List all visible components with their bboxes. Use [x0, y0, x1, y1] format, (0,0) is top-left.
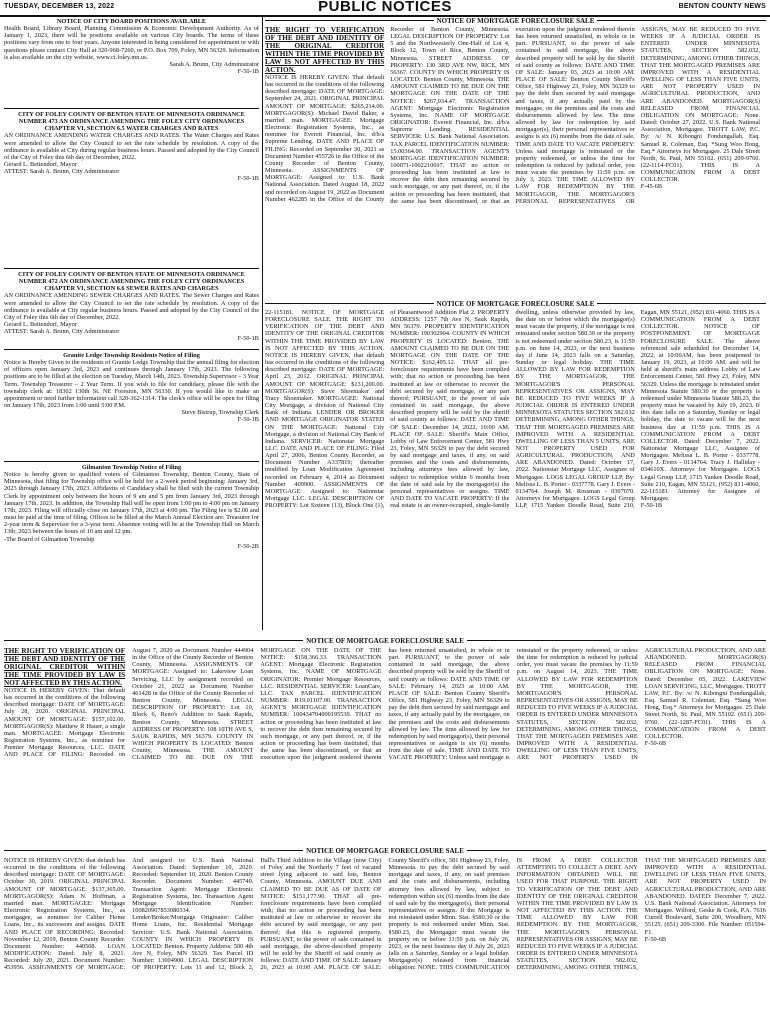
- section-title: NOTICE OF MORTGAGE FORECLOSURE SALE: [303, 847, 467, 855]
- masthead: [0, 0, 770, 17]
- notice-ordinance-472: [4, 271, 259, 347]
- notice-lead: THE RIGHT TO VERIFICATION OF THE DEBT AND IDENTITY OF THE ORIGINAL CREDITOR WITHIN THE TIME PROVIDED BY LAW IS NOT AFFECTED BY THIS ACTION.: [4, 647, 126, 687]
- issue-date: TUESDAY, DECEMBER 13, 2022: [4, 3, 115, 10]
- foreclosure-notice-3: [4, 637, 766, 841]
- section-title: NOTICE OF MORTGAGE FORECLOSURE SALE: [434, 17, 598, 25]
- notice-attest: ATTEST: Sarah A. Brunn, City Administrator: [4, 168, 120, 176]
- notice-code: F-50-1B: [237, 335, 259, 343]
- section-title: NOTICE OF MORTGAGE FORECLOSURE SALE: [434, 300, 598, 308]
- notice-title: NOTICE OF CITY BOARD POSITIONS AVAILABLE: [56, 18, 207, 25]
- notice-body: AN ORDINANCE AMENDING SEWER CHARGES AND RATES. The Sewer Charges and Rates were amended to allow the City Council to set the rate schedule by resolution. A copy of the ordinance is available at City regular business hours. Passed and adopted by the City Council of the City of Foley this 6th day of December, 2022.: [4, 292, 259, 321]
- notice-ordinance-473: [4, 111, 259, 266]
- page-title: PUBLIC NOTICES: [318, 0, 452, 15]
- notice-attest: ATTEST: Sarah A. Brunn, City Administrator: [4, 328, 120, 336]
- notice-columns: [4, 857, 766, 1024]
- notice-code: F-50-1B: [237, 175, 259, 183]
- divider: [4, 349, 259, 350]
- notice-title: Gilmanton Township Notice of Filing: [81, 464, 182, 471]
- notice-signature: Steve Bistrup, Township Clerk: [181, 409, 259, 417]
- divider: [4, 268, 259, 269]
- notice-mayor: Gerard L. Bettendorf, Mayor: [4, 161, 77, 169]
- notice-body: Notice is Hereby Given to the residents of Granite Ledge Township that the annual filing for election of officers open January 3rd, 2023 and continues through January 17th, 2023. The following positions are to be filled at the election on Tuesday, March 14th, 2023. Township Supervisor – 3 Year Term. Township Treasurer – 2 Year Term. If you wish to file for candidacy, please file with the township clerk at: 18302 130th St. NE Foreston, MN 56330. If you would like to make an appointment or need further information call 320-362-1314. The clerk's office will be open for filing on January 17th, 2023 from 1:00 until 5:00 P.M.: [4, 359, 259, 410]
- notice-lead: THE RIGHT TO VERIFICATION OF THE DEBT AND IDENTITY OF THE ORIGINAL CREDITOR WITHIN THE TIME PROVIDED BY LAW IS NOT AFFECTED BY THIS ACTION.: [265, 26, 385, 74]
- foreclosure-notice-4: [4, 847, 766, 1024]
- notice-city-board-positions: [4, 18, 259, 106]
- notice-code: F-50-2B: [237, 542, 259, 550]
- foreclosure-notice-2: [265, 300, 766, 630]
- notice-body: NOTICE IS HEREBY GIVEN: that default has occurred in the conditions of the following described mortgage: DATE OF MORTGAGE: October 30, 2019. ORIGINAL PRINCIPAL AMOUNT OF MORTGAGE: $137,365.00. MORTGAGOR(S): Adam N. Hoffman, a married man. MORTGAGEE: Mortgage Electronic Registration Systems, Inc., as mortgagee, as nominee for Caliber Home Loans, Inc., its successors and assigns. DATE AND PLACE OF RECORDING: Recorded: November 12, 2019, Benton County Recorder. Document Number: 440508. LOAN MODIFICATION: Dated: July 8, 2021. Recorded: July 20, 2021. Document Number: 453956. ASSIGNMENTS OF MORTGAGE: And assigned to: U.S. Bank National Association. Dated: September 10, 2020. Recorded: September 10, 2020. Benton County Recorder. Document Number: 445740. Transaction Agent: Mortgage Electronic Registration Systems, Inc. Transaction Agent Mortgage Identification Number: 100820907853080334. Lender/Broker/Mortgage Originator: Caliber Home Loans, Inc. Residential Mortgage Servicer: U.S. Bank National Association. COUNTY IN WHICH PROPERTY IS LOCATED: Benton. Property Address: 500 4th Ave N, Foley, MN 56329. Tax Parcel ID Number: 13004900. LEGAL DESCRIPTION OF PROPERTY: Lots 11 and 12, Block 2, Hall's Third Addition to the Village (now City) of Foley and the Northerly 7 feet of vacated street lying adjacent to said lots, Benton County, Minnesota. AMOUNT DUE AND CLAIMED TO BE DUE AS OF DATE OF NOTICE: $151,177.90. THAT all pre-foreclosure requirements have been complied with; that no action or proceeding has been instituted at law or otherwise to recover the debt secured by said mortgage, or any part thereof; that this is registered property. PURSUANT, to the power of sale contained in said mortgage, the above-described property will be sold by the Sheriff of said county as follows: DATE AND TIME OF SALE: January 26, 2023 at 10:00 AM. PLACE OF SALE: County Sheriff's office, 581 Highway 23, Foley, Minnesota. to pay the debt secured by said mortgage and taxes, if any, on said premises and the costs and disbursements, including attorney fees allowed by law, subject to redemption within six (6) months from the date of said sale by the mortgagor(s), their personal representatives or assigns. If the Mortgage is not reinstated under Minn. Stat. §580.30 or the property is not redeemed under Minn. Stat. §580.23, the Mortgagor must vacate the property on or before 11:59 p.m. on July 26, 2023, or the next business day if July 26, 2023 falls on a Saturday, Sunday or a legal holiday. Mortgagor(s) released from financial obligation: NONE. THIS COMMUNICATION IS FROM A DEBT COLLECTOR ATTEMPTING TO COLLECT A DEBT. ANY INFORMATION OBTAINED WILL BE USED FOR THAT PURPOSE. THE RIGHT TO VERIFICATION OF THE DEBT AND IDENTITY OF THE ORIGINAL CREDITOR WITHIN THE TIME PROVIDED BY LAW IS NOT AFFECTED BY THIS ACTION. THE TIME ALLOWED BY LAW FOR REDEMPTION BY THE MORTGAGOR, THE MORTGAGOR'S PERSONAL REPRESENTATIVES OR ASSIGNS, MAY BE REDUCED TO FIVE WEEKS IF A JUDICIAL ORDER IS ENTERED UNDER MINNESOTA STATUTES, SECTION 582.032, DETERMINING, AMONG OTHER THINGS, THAT THE MORTGAGED PREMISES ARE IMPROVED WITH A RESIDENTIAL DWELLING OF LESS THAN FIVE UNITS, ARE NOT PROPERTY USED IN AGRICULTURAL PRODUCTION, AND ARE ABANDONED. DATED: December 7, 2022. U.S. Bank National Association. Attorneys for Mortgagee. Wilford, Geske & Cook, P.A. 7616 Currell Boulevard, Suite 200, Woodbury, MN 55125, (651) 209-3300. File Number: 051594-F1.: [4, 857, 766, 972]
- notice-title: CITY OF FOLEY COUNTY OF BENTON STATE OF MINNESOTA ORDINANCE NUMBER 473 AN ORDINANCE AMENDING THE FOLEY CITY ORDINANCES CHAPTER VI, SECTION 6.5 WATER CHARGES AND RATES: [18, 111, 245, 133]
- notice-code: F-50-1B: [237, 68, 259, 76]
- notice-gilmanton: [4, 464, 259, 630]
- notice-body: Health Board, Library Board, Planning Commission & Economic Development Authority. As of January 1, 2023, there will be positions available on various City boards. The terms of these positions vary from one to four years. Anyone interested in being considered for appointment or with questions please contact City Hall at 320-968-7260, or P.O. Box 709, Foley, MN 56329. Information is also available on the city website, www.ci.foley.mn.us.: [4, 25, 259, 61]
- notice-title: CITY OF FOLEY COUNTY OF BENTON STATE OF MINNESOTA ORDINANCE NUMBER 472 AN ORDINANCE AMENDING THE FOLEY CITY ORDINANCES CHAPTER VI, SECTION 6.6 SEWER RATES AND CHARGES: [18, 271, 245, 293]
- foreclosure-notice-1: [265, 17, 766, 283]
- column-divider: [262, 16, 263, 630]
- section-title: NOTICE OF MORTGAGE FORECLOSURE SALE: [303, 637, 467, 645]
- divider: [4, 461, 259, 462]
- notice-columns: [265, 309, 760, 629]
- notice-code: F-50-6B: [644, 935, 667, 943]
- notice-body: NOTICE IS HEREBY GIVEN: That default has occurred in the conditions of the following described mortgage: DATE OF MORTGAGE: September 24, 2021. ORIGINAL PRINCIPAL AMOUNT OF MORTGAGE: $265,214.00. MORTGAGOR(S): Michael David Baker, a married man. MORTGAGEE: Mortgage Electronic Registration Systems, Inc., as nominee for Everett Financial, Inc. d/b/a Supreme Lending. DATE AND PLACE OF FILING: Recorded on September 30, 2021 as Document Number 455726 in the Office of the County Recorder of Benton County, Minnesota. ASSIGNMENTS OF MORTGAGE: Assigned to: U.S. Bank National Association. Dated August 18, 2022 and recorded on August 19, 2022 as Document Number 462285 in the Office of the County Recorder of Benton County, Minnesota. LEGAL DESCRIPTION OF PROPERTY: Lot 5 and the Northwesterly One-Half of Lot 4, Block 12, Town of Rice, Benton County, Minnesota. STREET ADDRESS OF PROPERTY: 130 3RD AVE NW, RICE, MN 56367. COUNTY IN WHICH PROPERTY IS LOCATED: Benton County, Minnesota. THE AMOUNT CLAIMED TO BE DUE ON THE MORTGAGE ON THE DATE OF THE NOTICE: $267,934.47. TRANSACTION AGENT: Mortgage Electronic Registration Systems, Inc. NAME OF MORTGAGE ORIGINATOR: Everett Financial, Inc. d/b/a Supreme Lending. RESIDENTIAL SERVICER: U.S. Bank National Association. TAX PARCEL IDENTIFICATION NUMBER: 15.00364.00. TRANSACTION AGENT'S MORTGAGE IDENTIFICATION NUMBER: 100071-1002210697. THAT no action or proceeding has been instituted at law to recover the debt then remaining secured by such mortgage, or any part thereof, or, if the action or proceeding has been instituted, that the same has been discontinued, or that an execution upon the judgment rendered therein has been returned unsatisfied, in whole or in part. PURSUANT, to the power of sale contained in said mortgage, the above described property will be sold by the Sheriff of said county as follows: DATE AND TIME OF SALE: January 03, 2023 at 10:00 AM. PLACE OF SALE: Benton County Sheriff's Office, 581 Highway 23, Foley, MN 56329 to pay the debt then secured by said mortgage and taxes, if any actually paid by the mortgagee, on the premises and the costs and disbursements allowed by law. The time allowed by law for redemption by said mortgagor(s), their personal representatives or assigns is six (6) months from the date of sale. TIME AND DATE TO VACATE PROPERTY: Unless said mortgage is reinstated or the property redeemed, or unless the time for redemption is reduced by judicial order, you must vacate the premises by 11:59 p.m. on July 3, 2023. THE TIME ALLOWED BY LAW FOR REDEMPTION BY THE MORTGAGOR, THE MORTGAGOR'S PERSONAL REPRESENTATIVES OR ASSIGNS, MAY BE REDUCED TO FIVE WEEKS IF A JUDICIAL ORDER IS ENTERED UNDER MINNESOTA STATUTES, SECTION 582.032, DETERMINING, AMONG OTHER THINGS, THAT THE MORTGAGED PREMISES ARE IMPROVED WITH A RESIDENTIAL DWELLING OF LESS THAN FIVE UNITS, ARE NOT PROPERTY USED IN AGRICULTURAL PRODUCTION, AND ARE ABANDONED. MORTGAGOR(S) RELEASED FROM FINANCIAL OBLIGATION ON MORTGAGE: None. Dated: October 27, 2022. U.S. Bank National Association, Mortgagee. TROTT LAW, P.C. By: /s/ N. Kibongni Fondungallah, Esq. Samuel R. Coleman, Esq. *Sung Woo Hong, Esq.* Attorneys for Mortgagee. 25 Dale Street North, St. Paul, MN 55102. (651) 209-9760. (22-1114-FC01). THIS IS A COMMUNICATION FROM A DEBT COLLECTOR.: [265, 26, 760, 205]
- notice-mayor: Gerard L. Bettendorf, Mayor: [4, 321, 77, 329]
- notice-code: F-45-6B: [640, 183, 663, 191]
- notice-body: AN ORDINANCE AMENDING WATER CHARGES AND RATES. The Water Charges and Rates were amended to allow the City Council to set the rate schedule by resolution. A copy of the ordinance is available at City during regular business hours. Passed and adopted by the City Council of the City of Foley this 6th day of December, 2022.: [4, 132, 259, 161]
- notice-body: 22-115181. NOTICE OF MORTGAGE FORECLOSURE SALE. THE RIGHT TO VERIFICATION OF THE DEBT AND IDENTITY OF THE ORIGINAL CREDITOR WITHIN THE TIME PROVIDED BY LAW IS NOT AFFECTED BY THIS ACTION. NOTICE IS HEREBY GIVEN, that default has occurred in the conditions of the following described mortgage: DATE OF MORTGAGE: April 23, 2012. ORIGINAL PRINCIPAL AMOUNT OF MORTGAGE: $131,200.00. MORTGAGOR(S): Steve Shoemaker and Tracy Shoemaker. MORTGAGEE: National City Mortgage, a division of National City Bank of Indiana. LENDER OR BROKER AND MORTGAGE ORIGINATOR STATED ON THE MORTGAGE: National City Mortgage, a division of National City Bank of Indiana. SERVICER: Nationstar Mortgage LLC. DATE AND PLACE OF FILING: Filed April 27, 2006, Benton County Recorder, as Document Number A337819; thereafter modified by Loan Modification Agreement recorded on February 4, 2014 as Document Number 409900. ASSIGNMENTS OF MORTGAGE: Assigned to: Nationstar Mortgage LLC. LEGAL DESCRIPTION OF PROPERTY: Lot Sixteen (13), Block One (1), of Pleasantwood Addition Plat 2. PROPERTY ADDRESS: 1257 7th Ave N, Sauk Rapids, MN 56379. PROPERTY IDENTIFICATION NUMBER: 190302904. COUNTY IN WHICH PROPERTY IS LOCATED: Benton. THE AMOUNT CLAIMED TO BE DUE ON THE MORTGAGE ON THE DATE OF THE NOTICE: $162,495.12. THAT all pre-foreclosure requirements have been complied with; that no action or proceeding has been instituted at law or otherwise to recover the debt secured by said mortgage, or any part thereof; PURSUANT, to the power of sale contained in said mortgage, the above described property will be sold by the sheriff of said county as follows: DATE AND TIME OF SALE: December 14, 2022, 10:00 AM. PLACE OF SALE: Sheriff's Main Office, Lobby of Law Enforcement Center, 581 Hwy 23, Foley, MN 56329 to pay the debt secured by said mortgage and taxes, if any, on said premises and the costs and disbursements, including attorneys fees allowed by law, subject to redemption within 6 months from the date of said sale by the mortgagor(s) the personal representatives or assigns. TIME AND DATE TO VACATE PROPERTY: If the real estate is an owner-occupied, single-family dwelling, unless otherwise provided by law, the date on or before which the mortgagor(s) must vacate the property, if the mortgage is not reinstated under section 580.30 or the property is not redeemed under section 580.23, is 11:59 p.m. on June 14, 2023, or the next business day if June 14, 2023 falls on a Saturday, Sunday or legal holiday. THE TIME ALLOWED BY LAW FOR REDEMPTION BY THE MORTGAGOR, THE MORTGAGOR'S PERSONAL REPRESENTATIVES OR ASSIGNS, MAY BE REDUCED TO FIVE WEEKS IF A JUDICIAL ORDER IS ENTERED UNDER MINNESOTA STATUTES SECTION 582.032 DETERMINING, AMONG OTHER THINGS, THAT THE MORTGAGED PREMISES ARE IMPROVED WITH A RESIDENTIAL DWELLING OF LESS THAN 5 UNITS, ARE NOT PROPERTY USED FOR AGRICULTURAL PRODUCTION, AND ARE ABANDONED. Dated: October 17, 2022. Nationstar Mortgage LLC, Assignee of Mortgagee. LOGS LEGAL GROUP LLP. By: Melissa L. B. Porter - 0337778. Gary J. Evers - 0134764. Joseph M. Rossman - 0397070. Attorneys for Mortgagee. LOGS Legal Group LLP, 1715 Yankee Doodle Road, Suite 210, Eagan, MN 55121, (952) 831-4060. THIS IS A COMMUNICATION FROM A DEBT COLLECTOR. NOTICE OF POSTPONEMENT OF MORTGAGE FORECLOSURE SALE. The above referenced sale scheduled for December 14, 2022, at 10:00AM, has been postponed to January 19, 2023, at 10:00 AM, and will be held at sheriff's main address Lobby of Law Enforcement Center, 581 Hwy 23, Foley, MN 56329. Unless the mortgage is reinstated under Minnesota Statute 580.30 or the property is redeemed under Minnesota Statute 580.23, the property must be vacated by July 19, 2023. If this date falls on a Saturday, Sunday or legal holiday, the date to vacate will be the next business day at 11:59 p.m. THIS IS A COMMUNICATION FROM A DEBT COLLECTOR. Dated: December 7, 2022. Nationstar Mortgage LLC, Assignee of Mortgagee. Melissa L. B. Porter - 0337778. Gary J. Evers - 0134764. Tracy J. Halliday - 034610X. Attorneys for Mortgagee. LOGS Legal Group LLP, 1715 Yankee Doodle Road, Suite 210, Eagan, MN 55121, (952) 831-4060, 22-115181. Attorney for Assignee of Mortgagee.: [265, 309, 760, 510]
- notice-signature: Sarah A. Brunn, City Administrator: [169, 60, 259, 68]
- notice-granite-ledge: [4, 352, 259, 459]
- divider: [4, 108, 259, 109]
- notice-code: F-50-6B: [644, 740, 667, 748]
- notice-code: F-50-1B: [237, 416, 259, 424]
- notice-title: Granite Ledge Township Residents Notice of Filing: [63, 352, 200, 359]
- notice-signature: -The Board of Gilmanton Township: [4, 535, 95, 543]
- notice-code: F-50-1B: [640, 502, 663, 510]
- notice-columns: [265, 26, 760, 283]
- notice-body: NOTICE IS HEREBY GIVEN: That default has occurred in the conditions of the following described mortgage: DATE OF MORTGAGE: July 28, 2020. ORIGINAL PRINCIPAL AMOUNT OF MORTGAGE: $157,102.00. MORTGAGOR(S): Matthew R Hauer, a single man. MORTGAGEE: Mortgage Electronic Registration Systems, Inc., as nominee for Premier Mortgage Resources, LLC. DATE AND PLACE OF FILING: Recorded on August 7, 2020 as Document Number 444904 in the Office of the County Recorder of Benton County, Minnesota. ASSIGNMENTS OF MORTGAGE: Assigned to: Lakeview Loan Servicing, LLC by assignment recorded on October 21, 2022 as Document Number 461428 in the Office of the County Recorder of Benton County, Minnesota. LEGAL DESCRIPTION OF PROPERTY: Lot 10, Block 6, Reno's Addition to Sauk Rapids, Benton County, Minnesota. STREET ADDRESS OF PROPERTY: 108 10TH AVE S, SAUK RAPIDS, MN 56379. COUNTY IN WHICH PROPERTY IS LOCATED: Benton County, Minnesota. THE AMOUNT CLAIMED TO BE DUE ON THE MORTGAGE ON THE DATE OF THE NOTICE: $158,366.33. TRANSACTION AGENT: Mortgage Electronic Registration Systems, Inc. NAME OF MORTGAGE ORIGINATOR: Premier Mortgage Resources, LLC. RESIDENTIAL SERVICER: LoanCare, LLC. TAX PARCEL IDENTIFICATION NUMBER: R19.01107.00. TRANSACTION AGENT'S MORTGAGE IDENTIFICATION NUMBER: 100434704000195539. THAT no action or proceeding has been instituted at law to recover the debt then remaining secured by such mortgage, or any part thereof, or, if the action or proceeding has been instituted, that the same has been discontinued, or that an execution upon the judgment rendered therein has been returned unsatisfied, in whole or in part. PURSUANT, to the power of sale contained in said mortgage, the above described property will be sold by the Sheriff of said county as follows: DATE AND TIME OF SALE: February 14, 2023 at 10:00 AM. PLACE OF SALE: Benton County Sheriff's Office, 581 Highway 23, Foley, MN 56329 to pay the debt then secured by said mortgage and taxes, if any actually paid by the mortgagee, on the premises and the costs and disbursements allowed by law. The time allowed by law for redemption by said mortgagor(s), their personal representatives or assigns is six (6) months from the date of sale. TIME AND DATE TO VACATE PROPERTY: Unless said mortgage is reinstated or the property redeemed, or unless the time for redemption is reduced by judicial order, you must vacate the premises by 11:59 p.m. on August 14, 2023. THE TIME ALLOWED BY LAW FOR REDEMPTION BY THE MORTGAGOR, THE MORTGAGOR'S PERSONAL REPRESENTATIVES OR ASSIGNS, MAY BE REDUCED TO FIVE WEEKS IF A JUDICIAL ORDER IS ENTERED UNDER MINNESOTA STATUTES, SECTION 582.032, DETERMINING, AMONG OTHER THINGS, THAT THE MORTGAGED PREMISES ARE IMPROVED WITH A RESIDENTIAL DWELLING OF LESS THAN FIVE UNITS, ARE NOT PROPERTY USED IN AGRICULTURAL PRODUCTION, AND ARE ABANDONED. MORTGAGOR(S) RELEASED FROM FINANCIAL OBLIGATION ON MORTGAGE: None. Dated: December 05, 2022. LAKEVIEW LOAN SERVICING, LLC, Mortgagee. TROTT LAW, P.C. By: /s/ N. Kibongni Fondungallah, Esq. Samuel R. Coleman, Esq. *Sung Woo Hong, Esq.* Attorneys for Mortgagee. 25 Dale Street North, St. Paul, MN 55102. (651) 209-9760. (22-1287-FC01). THIS IS A COMMUNICATION FROM A DEBT COLLECTOR.: [4, 647, 766, 762]
- paper-name: BENTON COUNTY NEWS: [678, 3, 766, 10]
- notice-columns: [4, 647, 766, 841]
- notice-body: Notice is hereby given to qualified voters of Gilmanton Township, Benton County, State of Minnesota, that filing for Township office will be held for a 2-week period beginning: January 3rd, 2023 through January 17th, 2023. Affidavits of Candidacy shall be filed with the current Township Clerk by appointment only between the hours of 9 am and 5 pm from January 3rd, 2023 through January 17th, 2023. In addition, the Township Hall will be open from 1:00 pm to 4:00 pm on January 17th, 2023. Filing will officially close on January 17th, 2023 at 4:00 pm. The Filing fee is $2.00 and must be paid at the time of filing. Offices to be filled at the March Annual Election are: Treasurer for 2-year term & Supervisor for a 3-year term. Absentee voting will be at the Township Hall on March 13th, 2023 between the hours of 10 am and 12 pm.: [4, 471, 259, 536]
